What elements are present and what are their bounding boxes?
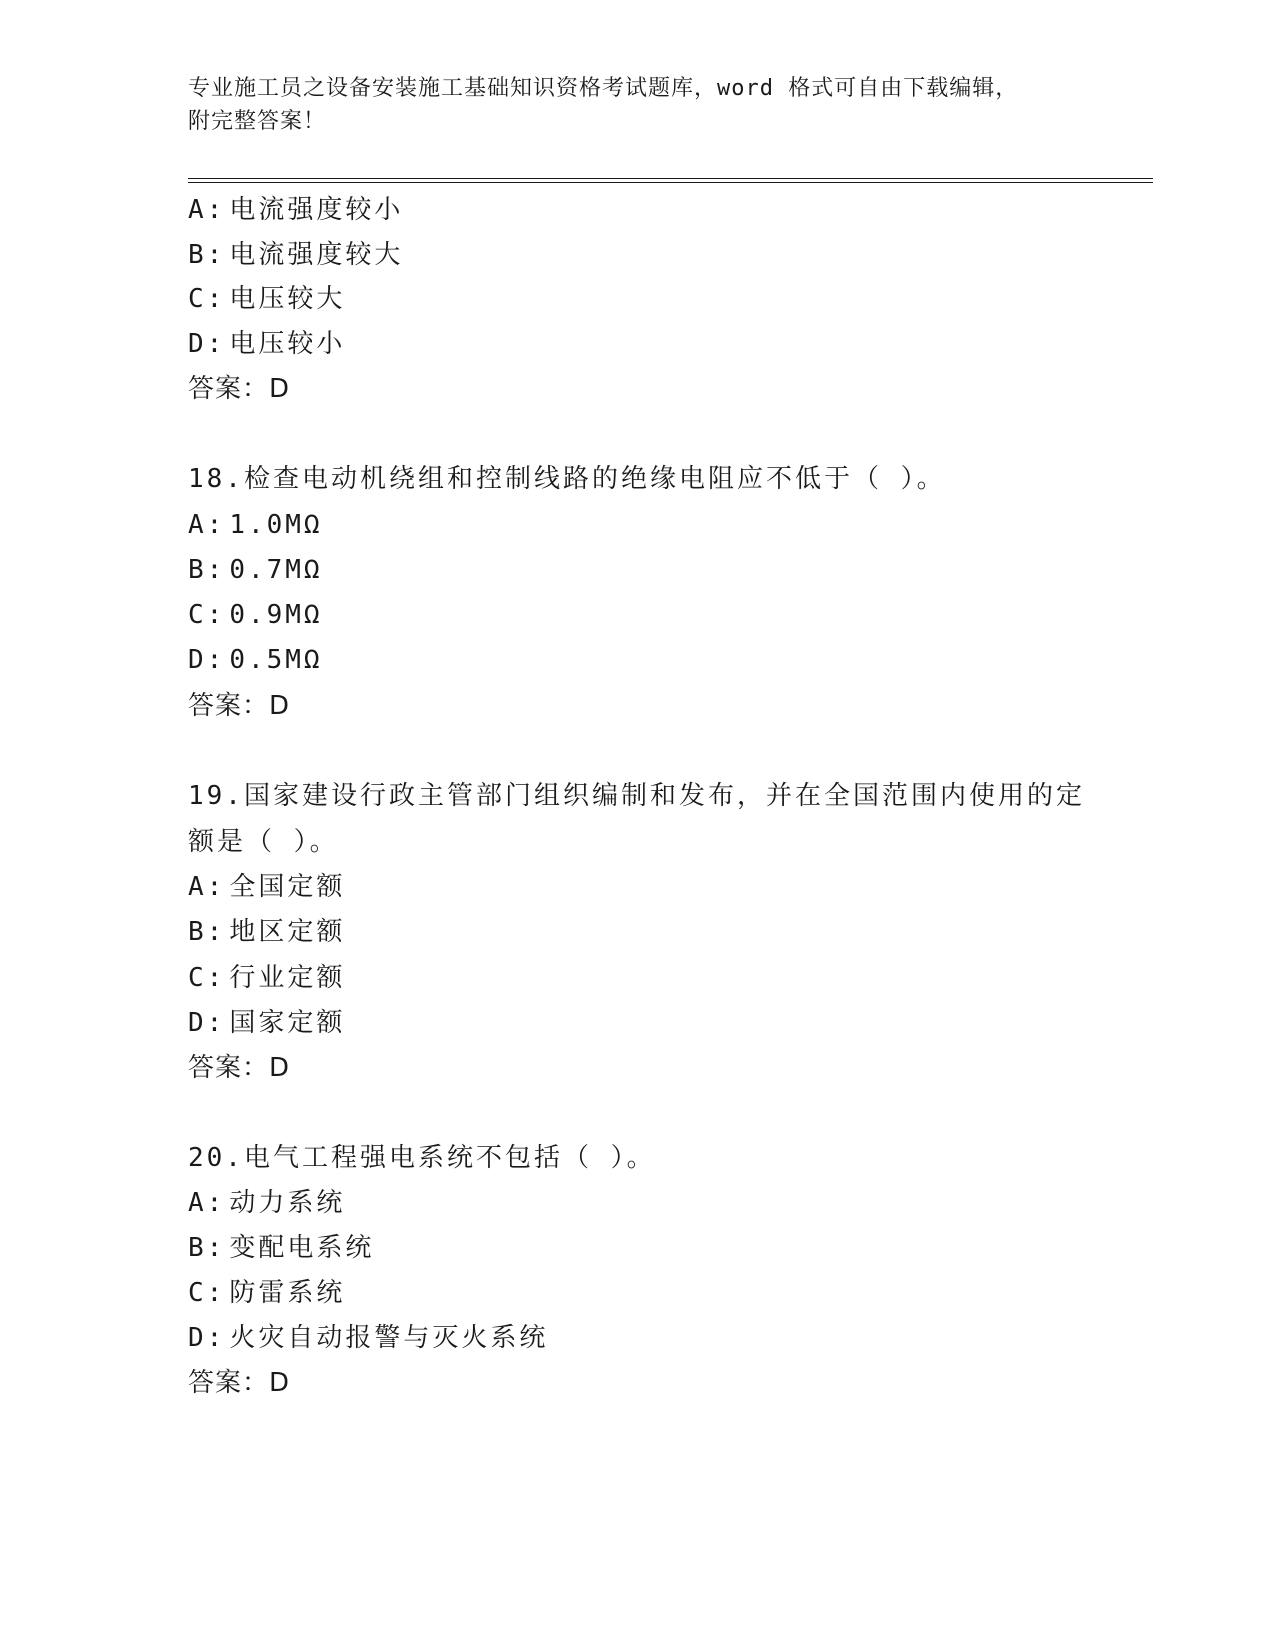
q19-answer: 答案：D (188, 1053, 291, 1083)
q18-option-a (188, 508, 323, 542)
q20-option-c (188, 1276, 345, 1310)
q19-option-c (188, 961, 345, 995)
option-letter: A: (188, 510, 226, 540)
option-text: 0.7MΩ (229, 555, 323, 585)
option-text: 动力系统 (229, 1188, 346, 1218)
option-letter: B: (188, 555, 226, 585)
option-letter: C: (188, 600, 226, 630)
option-text: 防雷系统 (229, 1278, 346, 1308)
option-text: 全国定额 (229, 872, 346, 902)
option-text: 行业定额 (229, 963, 346, 993)
option-text: 1.0MΩ (229, 510, 323, 540)
q20-question: 20.电气工程强电系统不包括（ ）。 (188, 1143, 656, 1173)
option-text: 电流强度较大 (229, 240, 404, 270)
q17-option-c (188, 282, 345, 316)
option-text: 电压较小 (229, 329, 346, 359)
option-letter: D: (188, 1323, 226, 1353)
option-text: 地区定额 (229, 917, 346, 947)
q17-answer: 答案：D (188, 374, 291, 404)
header-line-1: 专业施工员之设备安装施工基础知识资格考试题库，word 格式可自由下载编辑， (188, 76, 1019, 101)
option-letter: B: (188, 917, 226, 947)
option-text: 0.5MΩ (229, 645, 323, 675)
option-letter: C: (188, 963, 226, 993)
q18-option-c (188, 598, 323, 632)
q20-option-b (188, 1231, 374, 1265)
q18-answer: 答案：D (188, 691, 291, 721)
option-text: 火灾自动报警与灭火系统 (229, 1323, 549, 1353)
option-letter: B: (188, 1233, 226, 1263)
header-rule-top (188, 178, 1153, 179)
q20-answer: 答案：D (188, 1368, 291, 1398)
header-rule-bottom (188, 182, 1153, 183)
q17-option-b (188, 238, 403, 272)
option-text: 国家定额 (229, 1008, 346, 1038)
option-letter: D: (188, 645, 226, 675)
q18-question: 18.检查电动机绕组和控制线路的绝缘电阻应不低于（ ）。 (188, 464, 946, 494)
q20-option-a (188, 1186, 345, 1220)
option-letter: A: (188, 872, 226, 902)
option-letter: D: (188, 1008, 226, 1038)
option-text: 电压较大 (229, 284, 346, 314)
q18-option-b (188, 553, 323, 587)
q20-option-d (188, 1321, 548, 1355)
q17-option-d (188, 327, 345, 361)
option-letter: C: (188, 1278, 226, 1308)
option-letter: D: (188, 329, 226, 359)
q18-option-d (188, 643, 323, 677)
q19-option-b (188, 915, 345, 949)
q19-option-d (188, 1006, 345, 1040)
q19-option-a (188, 870, 345, 904)
option-letter: A: (188, 195, 226, 225)
option-letter: C: (188, 284, 226, 314)
option-text: 0.9MΩ (229, 600, 323, 630)
q19-question-line-1: 19.国家建设行政主管部门组织编制和发布，并在全国范围内使用的定 (188, 781, 1085, 811)
option-letter: B: (188, 240, 226, 270)
option-text: 电流强度较小 (229, 195, 404, 225)
document-header (188, 72, 1088, 138)
q17-option-a (188, 193, 403, 227)
header-line-2: 附完整答案！ (188, 109, 327, 134)
option-letter: A: (188, 1188, 226, 1218)
q19-question-line-2: 额是（ ）。 (188, 827, 339, 857)
option-text: 变配电系统 (229, 1233, 375, 1263)
